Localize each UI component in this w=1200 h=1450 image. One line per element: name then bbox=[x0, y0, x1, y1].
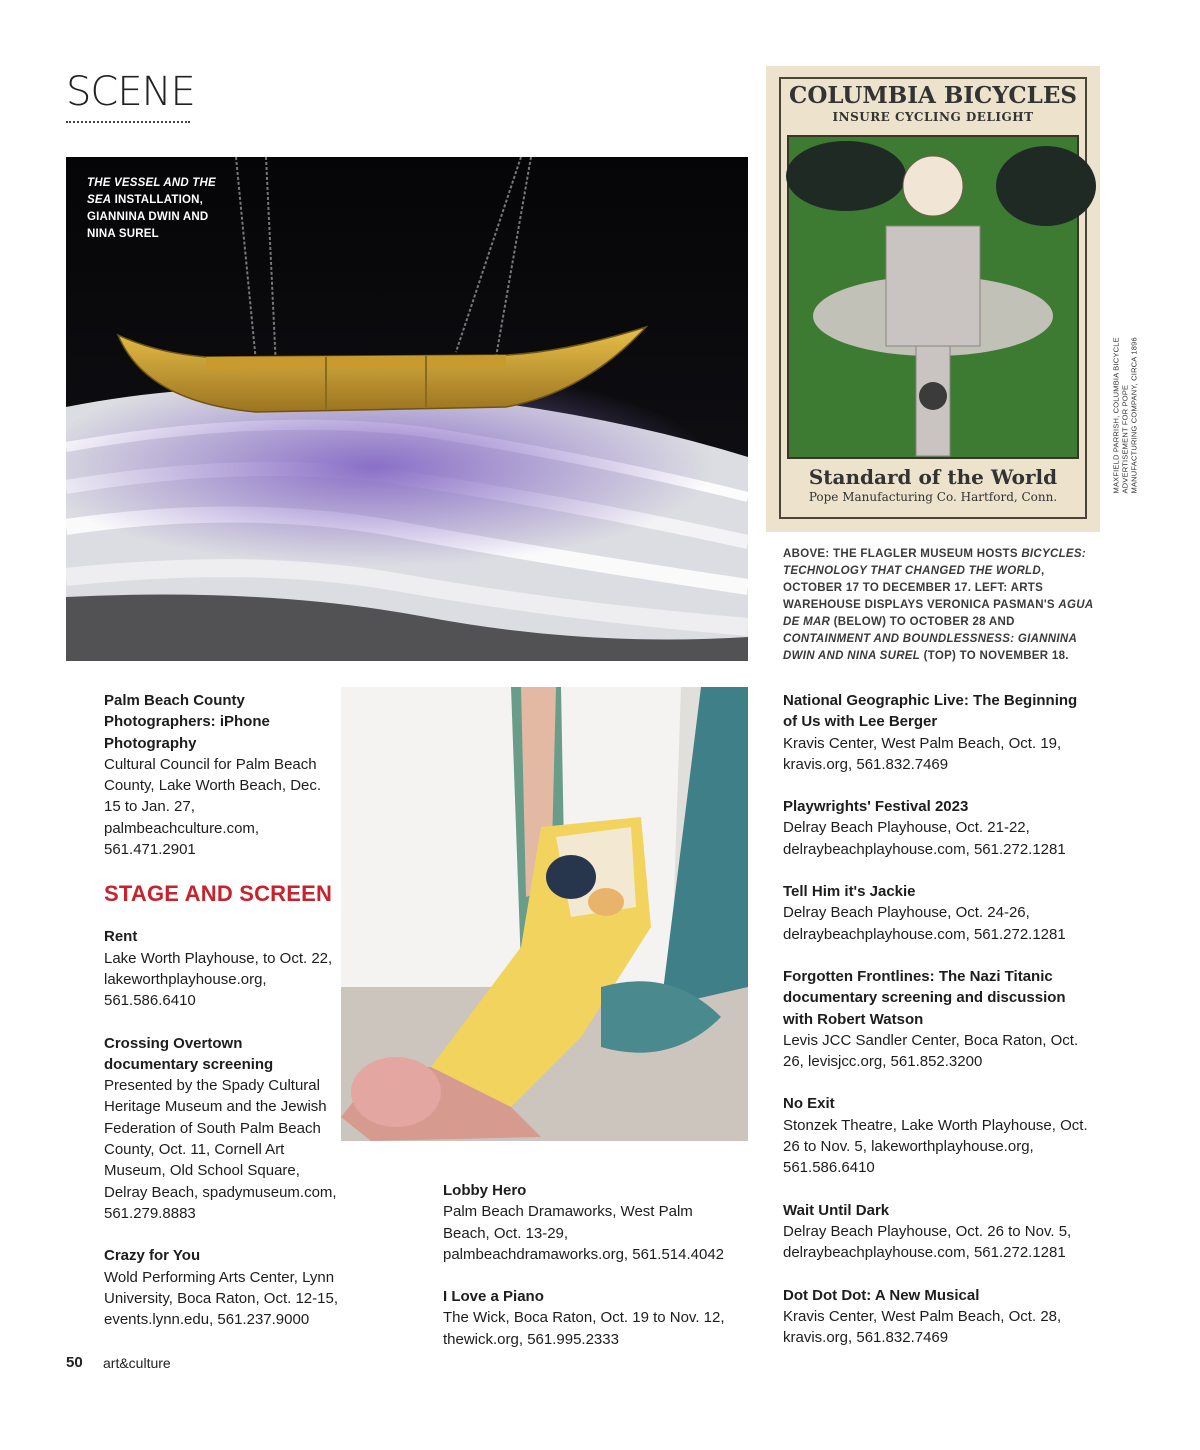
caption-part: , OCTOBER 17 TO DECEMBER 17. LEFT: ARTS WAREHOUSE DISPLAYS VERONICA PASMAN'S bbox=[783, 565, 1059, 611]
listing-entry bbox=[104, 1033, 340, 1225]
poster-subhead: INSURE CYCLING DELIGHT bbox=[832, 110, 1034, 124]
event-details: Delray Beach Playhouse, Oct. 24-26, delraybeachplayhouse.com, 561.272.1281 bbox=[783, 904, 1066, 943]
agua-de-mar-photo bbox=[341, 687, 748, 1141]
page-number: 50 bbox=[66, 1354, 83, 1371]
event-details: Presented by the Spady Cultural Heritage Museum and the Jewish Federation of South Palm Beach County, Oct. 11, Cornell Art Museum, Old School Square, Delray Beach, spadymuseum.com, 561.279.8883 bbox=[104, 1077, 337, 1222]
event-details: The Wick, Boca Raton, Oct. 19 to Nov. 12, thewick.org, 561.995.2333 bbox=[443, 1309, 725, 1348]
poster-footer-title: Standard of the World bbox=[808, 465, 1058, 489]
listing-entry bbox=[783, 690, 1093, 775]
event-title: Forgotten Frontlines: The Nazi Titanic documentary screening and discussion with Robert Watson bbox=[783, 967, 1066, 1028]
listing-entry bbox=[443, 1286, 739, 1350]
caption-part: ABOVE: THE FLAGLER MUSEUM HOSTS bbox=[783, 548, 1022, 560]
section-heading-stage-and-screen: STAGE AND SCREEN bbox=[104, 881, 333, 907]
event-details: Delray Beach Playhouse, Oct. 26 to Nov. 5, delraybeachplayhouse.com, 561.272.1281 bbox=[783, 1222, 1072, 1262]
listing-entry bbox=[104, 690, 340, 860]
listing-entry bbox=[783, 1093, 1093, 1178]
event-title: Crazy for You bbox=[104, 1247, 201, 1265]
poster-footer-maker: Pope Manufacturing Co. Hartford, Conn. bbox=[808, 490, 1058, 504]
magazine-name: art&culture bbox=[103, 1355, 171, 1371]
event-title: Lobby Hero bbox=[443, 1182, 527, 1199]
listing-entry bbox=[783, 966, 1093, 1072]
event-title: Tell Him it's Jackie bbox=[783, 883, 916, 901]
title-dotted-rule bbox=[66, 121, 190, 123]
listing-entry bbox=[783, 1200, 1093, 1264]
event-details: Kravis Center, West Palm Beach, Oct. 19, kravis.org, 561.832.7469 bbox=[783, 734, 1062, 773]
caption-italic-title: THE VESSEL AND THE SEA bbox=[87, 177, 216, 206]
event-details: Levis JCC Sandler Center, Boca Raton, Oct. 26, levisjcc.org, 561.852.3200 bbox=[783, 1031, 1079, 1071]
listing-entry bbox=[783, 881, 1093, 945]
listing-entry bbox=[783, 796, 1093, 860]
photo-captions bbox=[783, 546, 1095, 665]
event-details: Stonzek Theatre, Lake Worth Playhouse, Oct. 26 to Nov. 5, lakeworthplayhouse.org, 561.586.6410 bbox=[783, 1116, 1088, 1177]
event-details: Lake Worth Playhouse, to Oct. 22, lakeworthplayhouse.org, 561.586.6410 bbox=[104, 949, 333, 1010]
poster-headline: COLUMBIA BICYCLES bbox=[789, 82, 1077, 109]
caption-rest: INSTALLATION, GIANNINA DWIN AND NINA SUREL bbox=[87, 194, 209, 240]
event-title: National Geographic Live: The Beginning of Us with Lee Berger bbox=[783, 692, 1078, 731]
event-details: Kravis Center, West Palm Beach, Oct. 28, kravis.org, 561.832.7469 bbox=[783, 1307, 1062, 1347]
event-details: Palm Beach Dramaworks, West Palm Beach, Oct. 13-29, palmbeachdramaworks.org, 561.514.4042 bbox=[443, 1203, 725, 1263]
caption-exhibit-title: CONTAINMENT AND BOUNDLESSNESS: GIANNINA DWIN AND NINA SUREL bbox=[783, 633, 1077, 662]
event-title: Crossing Overtown documentary screening bbox=[104, 1034, 274, 1073]
event-title: I Love a Piano bbox=[443, 1288, 544, 1306]
listing-entry bbox=[104, 926, 340, 1011]
event-details: Delray Beach Playhouse, Oct. 21-22, delraybeachplayhouse.com, 561.272.1281 bbox=[783, 819, 1066, 858]
vessel-photo-caption bbox=[87, 175, 237, 243]
poster-photo-credit: MAXFIELD PARRISH, COLUMBIA BICYCLE ADVERTISEMENT FOR POPE MANUFACTURING COMPANY, CIRCA 1896 bbox=[1111, 337, 1139, 494]
event-details: Cultural Council for Palm Beach County, Lake Worth Beach, Dec. 15 to Jan. 27, palmbeachculture.com, 561.471.2901 bbox=[104, 755, 322, 859]
event-title: Rent bbox=[104, 928, 138, 946]
event-title: Palm Beach County Photographers: iPhone Photography bbox=[104, 692, 270, 752]
section-title: SCENE bbox=[66, 69, 195, 115]
listings-column-3 bbox=[783, 690, 1093, 1369]
event-title: Playwrights' Festival 2023 bbox=[783, 798, 969, 816]
caption-part: (BELOW) TO OCTOBER 28 AND bbox=[830, 616, 1015, 628]
caption-part: (TOP) TO NOVEMBER 18. bbox=[920, 650, 1069, 662]
listing-entry bbox=[443, 1180, 739, 1265]
caption-exhibit-title: BICYCLES: TECHNOLOGY THAT CHANGED THE WORLD bbox=[783, 548, 1087, 577]
event-title: Dot Dot Dot: A New Musical bbox=[783, 1286, 980, 1304]
listings-column-1 bbox=[104, 690, 340, 1351]
event-title: No Exit bbox=[783, 1095, 835, 1113]
event-title: Wait Until Dark bbox=[783, 1201, 890, 1219]
listing-entry bbox=[104, 1245, 340, 1330]
listings-column-2 bbox=[443, 1180, 739, 1371]
columbia-bicycles-poster bbox=[766, 66, 1100, 532]
caption-exhibit-title: AGUA DE MAR bbox=[783, 599, 1094, 628]
event-details: Wold Performing Arts Center, Lynn University, Boca Raton, Oct. 12-15, events.lynn.edu, 561.237.9000 bbox=[104, 1268, 338, 1329]
listing-entry bbox=[783, 1285, 1093, 1349]
